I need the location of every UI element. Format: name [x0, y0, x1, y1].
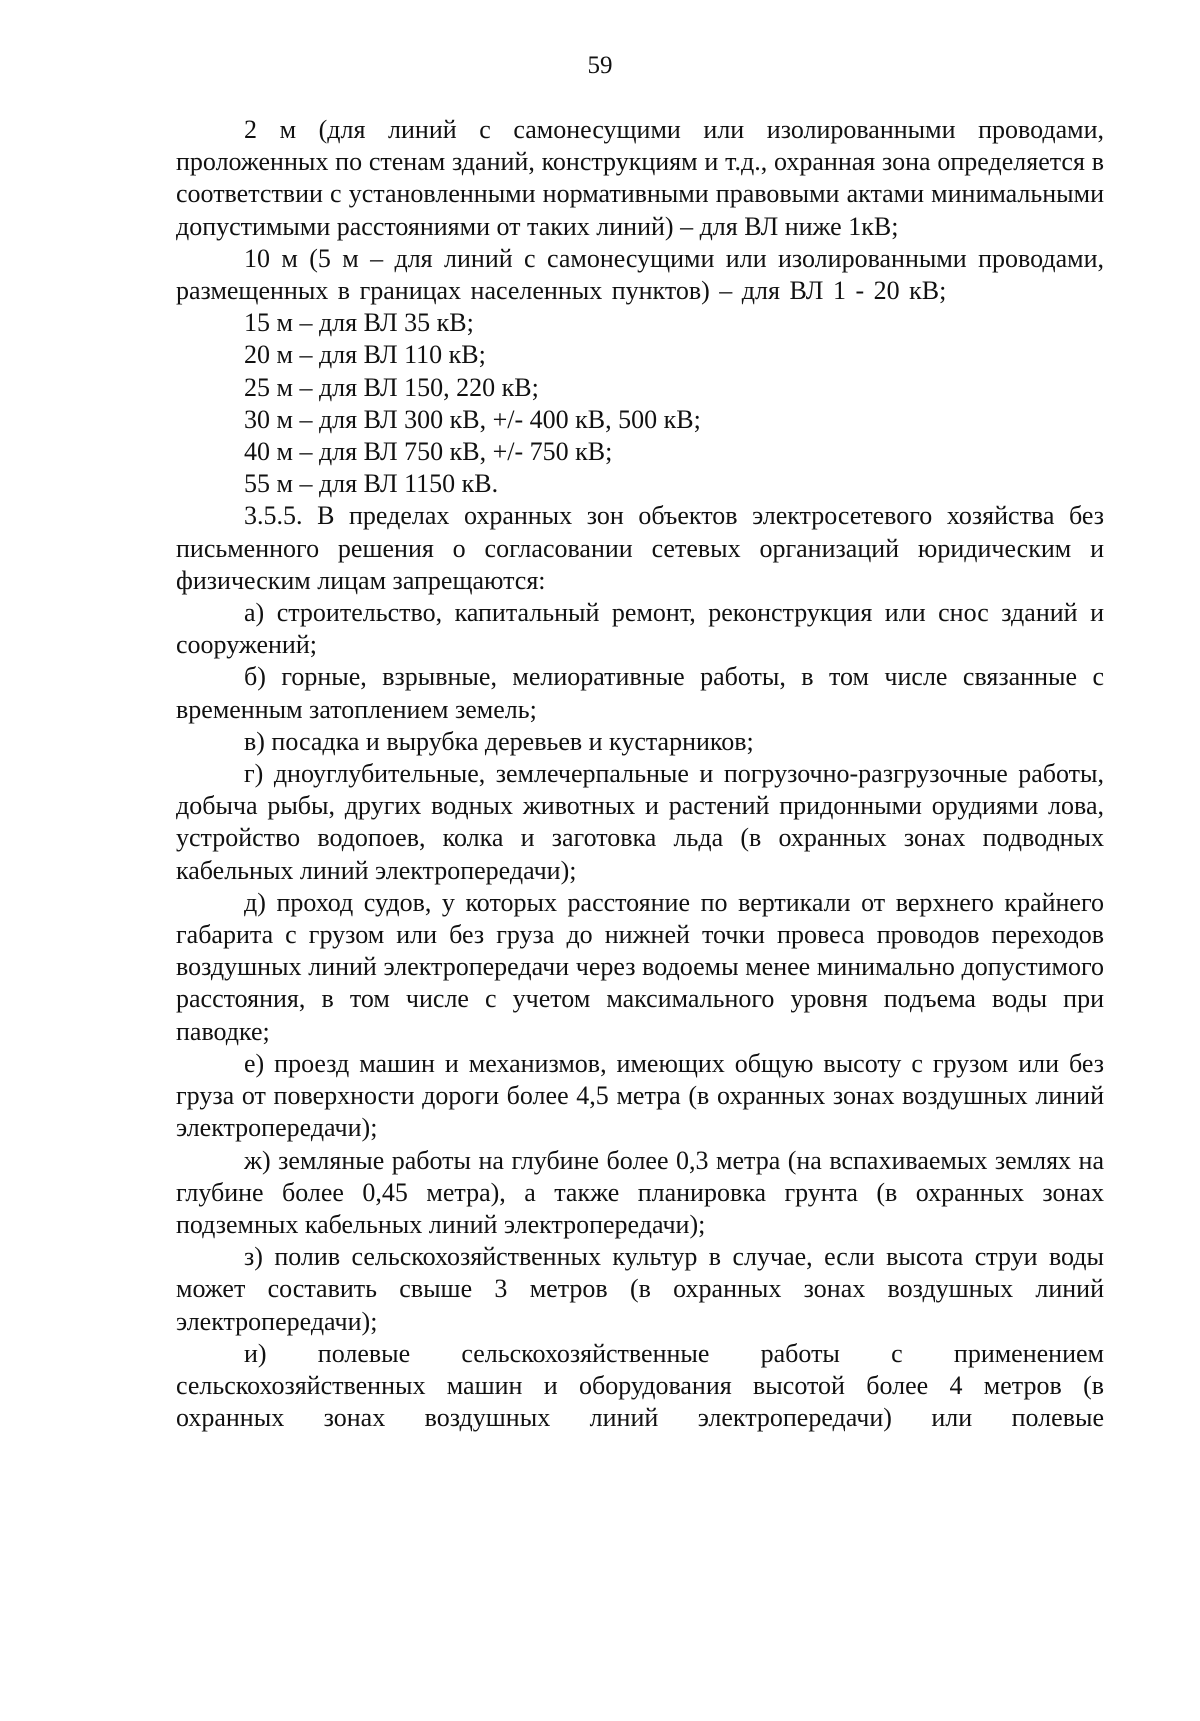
list-item: 30 м – для ВЛ 300 кВ, +/- 400 кВ, 500 кВ;: [244, 404, 701, 434]
list-item-v: в) посадка и вырубка деревьев и кустарников;: [244, 726, 754, 756]
section-paragraph-3-5-5: 3.5.5. В пределах охранных зон объектов электросетевого хозяйства без письменного решения о согласовании сетевых организаций юридическим и физическим лицам запрещаются:: [176, 501, 1104, 595]
list-item: 15 м – для ВЛ 35 кВ;: [244, 308, 474, 338]
paragraph: 10 м (5 м – для линий с самонесущими или изолированными проводами, размещенных в границах населенных пунктов) – для ВЛ 1 - 20 кВ;: [176, 243, 1104, 306]
list-item-e: е) проезд машин и механизмов, имеющих общую высоту с грузом или без груза от поверхности дороги более 4,5 метра (в охранных зонах воздушных линий электропередачи);: [176, 1048, 1104, 1143]
document-body: [176, 114, 1104, 1434]
list-item-i: и) полевые сельскохозяйственные работы с применением сельскохозяйственных машин и оборудования высотой более 4 метров (в охранных зонах воздушных линий электропередачи) или полевые: [176, 1338, 1104, 1433]
page-number: 59: [587, 52, 613, 79]
list-item: 40 м – для ВЛ 750 кВ, +/- 750 кВ;: [244, 437, 613, 467]
list-item-b: б) горные, взрывные, мелиоративные работы, в том числе связанные с временным затоплением земель;: [176, 662, 1104, 724]
list-item-d: д) проход судов, у которых расстояние по вертикали от верхнего крайнего габарита с грузом или без груза до нижней точки провеса проводов переходов воздушных линий электропередачи через водоемы менее минимально допустимого расстояния, в том числе с учетом максимального уровня подъема воды при паводке;: [176, 887, 1104, 1046]
list-item: 55 м – для ВЛ 1150 кВ.: [244, 469, 499, 499]
list-item: 20 м – для ВЛ 110 кВ;: [244, 340, 486, 370]
list-item-g: г) дноуглубительные, землечерпальные и погрузочно-разгрузочные работы, добыча рыбы, других водных животных и растений придонными орудиями лова, устройство водопоев, колка и заготовка льда (в охранных зонах подводных кабельных линий электропередачи);: [176, 759, 1104, 885]
list-item-zh: ж) земляные работы на глубине более 0,3 метра (на вспахиваемых землях на глубине более 0,45 метра), а также планировка грунта (в охранных зонах подземных кабельных линий электропередачи);: [176, 1145, 1104, 1239]
list-item-z: з) полив сельскохозяйственных культур в случае, если высота струи воды может составить свыше 3 метров (в охранных зонах воздушных линий электропередачи);: [176, 1242, 1104, 1336]
paragraph: 2 м (для линий с самонесущими или изолированными проводами, проложенных по стенам зданий, конструкциям и т.д., охранная зона определяется в соответствии с установленными нормативными правовыми актами минимальными допустимыми расстояниями от таких линий) – для ВЛ ниже 1кВ;: [176, 115, 1104, 241]
list-item: 25 м – для ВЛ 150, 220 кВ;: [244, 372, 539, 402]
list-item-a: а) строительство, капитальный ремонт, реконструкция или снос зданий и сооружений;: [176, 598, 1104, 660]
